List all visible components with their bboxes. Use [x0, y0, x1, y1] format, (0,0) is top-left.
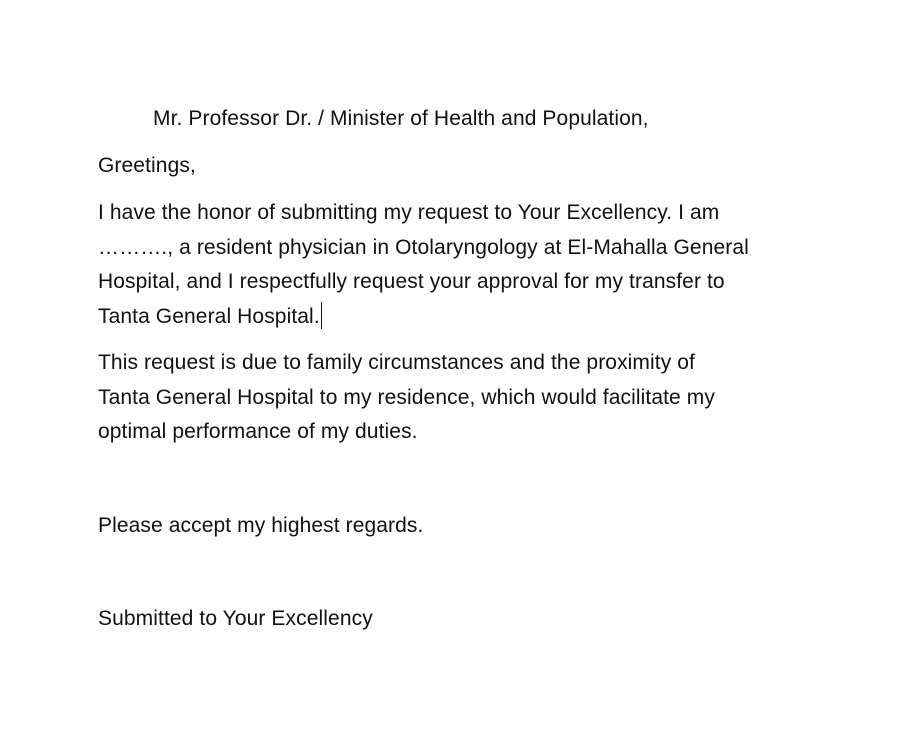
request-paragraph-line-1: I have the honor of submitting my request to Your Excellency. I am: [98, 201, 720, 224]
request-paragraph-line-4: Tanta General Hospital.: [98, 305, 320, 328]
request-paragraph-line-4-wrap: [98, 300, 322, 334]
salutation-line: Mr. Professor Dr. / Minister of Health and Population,: [153, 107, 649, 130]
greeting-line: Greetings,: [98, 154, 196, 177]
request-paragraph-line-2: ………., a resident physician in Otolaryngology at El-Mahalla General: [98, 236, 749, 259]
reason-paragraph-line-2: Tanta General Hospital to my residence, which would facilitate my: [98, 386, 715, 409]
text-cursor: [321, 302, 322, 329]
request-paragraph-line-3: Hospital, and I respectfully request your approval for my transfer to: [98, 270, 725, 293]
reason-paragraph-line-1: This request is due to family circumstances and the proximity of: [98, 351, 695, 374]
closing-line: Please accept my highest regards.: [98, 514, 424, 537]
reason-paragraph-line-3: optimal performance of my duties.: [98, 420, 418, 443]
signoff-line: Submitted to Your Excellency: [98, 607, 373, 630]
